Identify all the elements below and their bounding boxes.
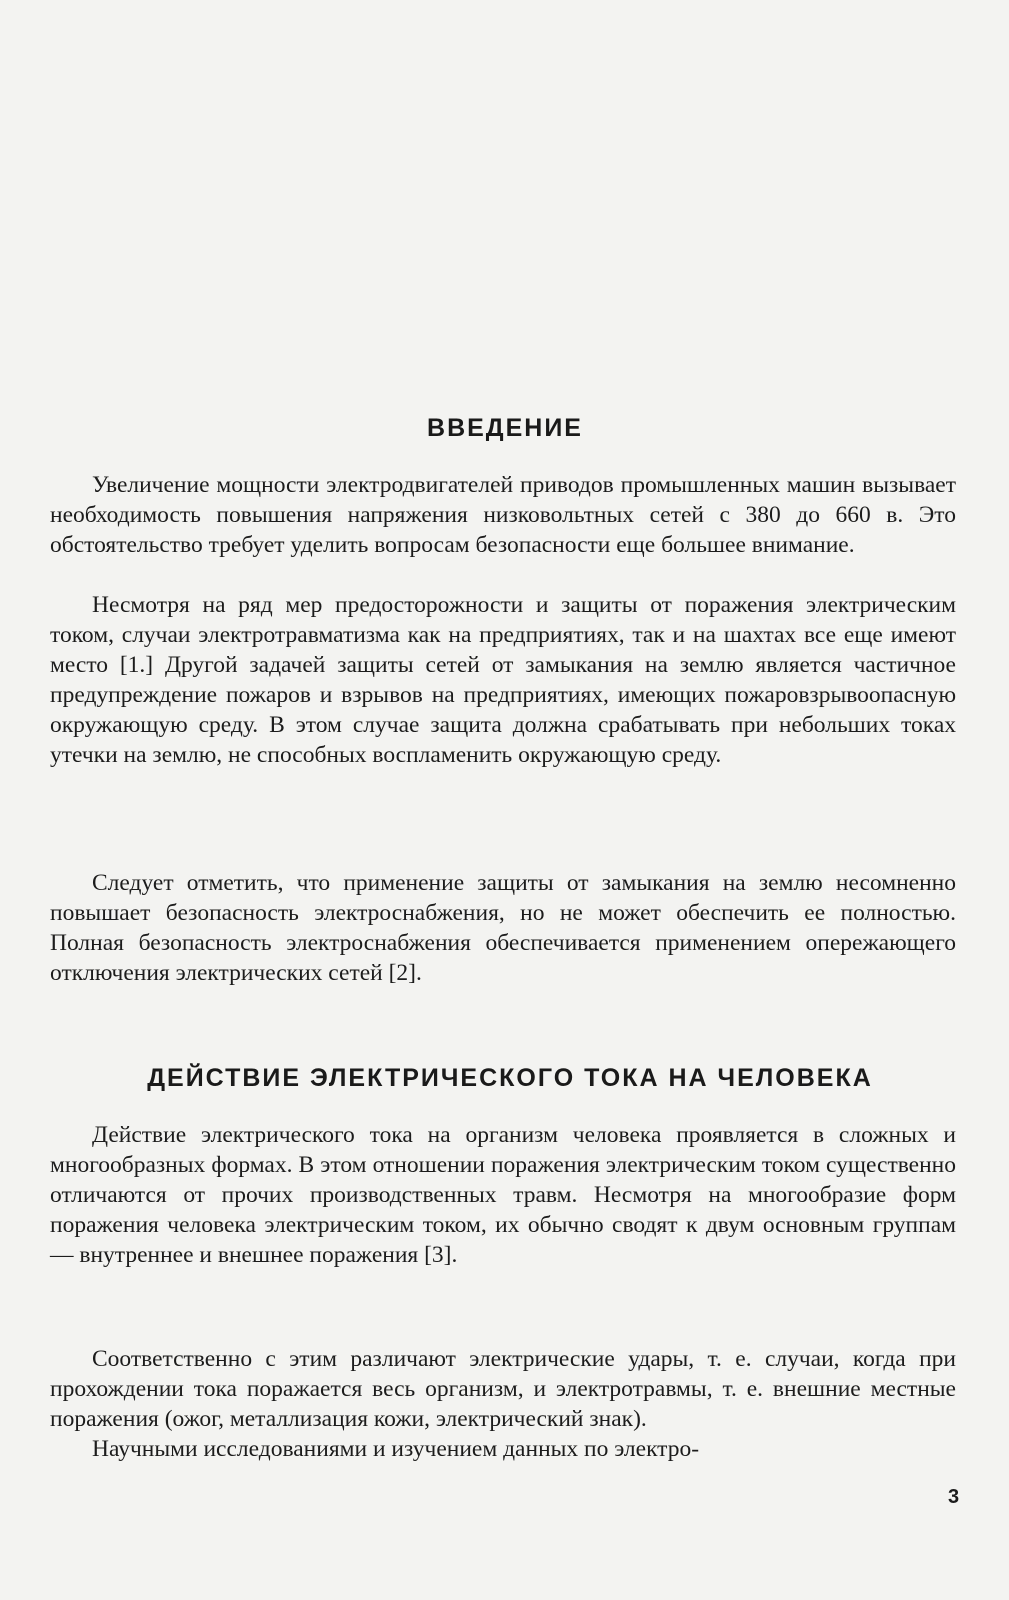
paragraph: Увеличение мощности электродвигателей приводов промышленных машин вызывает необходимость повышения напряжения низковольтных сетей с 380 до 660 в. Это обстоятельство требует уделить вопросам безопасности еще большее внимание. [50,472,956,558]
paragraph: Научными исследованиями и изучением данных по электро- [92,1436,700,1462]
paragraph: Соответственно с этим различают электрические удары, т. е. случаи, когда при прохождении тока поражается весь организм, и электротравмы, т. е. внешние местные поражения (ожог, металлизация кожи, электрический знак). [50,1346,956,1432]
section-title-electric-current-effect: ДЕЙСТВИЕ ЭЛЕКТРИЧЕСКОГО ТОКА НА ЧЕЛОВЕКА [147,1064,873,1092]
paragraph: Действие электрического тока на организм человека проявляется в сложных и многообразных формах. В этом отношении поражения электрическим током существенно отличаются от прочих производственных травм. Несмотря на многообразие форм поражения человека электрическим током, их обычно сводят к двум основным группам — внутреннее и внешнее поражения [3]. [50,1122,956,1268]
paragraph: Несмотря на ряд мер предосторожности и защиты от поражения электрическим током, случаи электротравматизма как на предприятиях, так и на шахтах все еще имеют место [1.] Другой задачей защиты сетей от замыкания на землю является частичное предупреждение пожаров и взрывов на предприятиях, имеющих пожаровзрывоопасную окружающую среду. В этом случае защита должна срабатывать при небольших токах утечки на землю, не способных воспламенить окружающую среду. [50,592,956,768]
paragraph: Следует отметить, что применение защиты от замыкания на землю несомненно повышает безопасность электроснабжения, но не может обеспечить ее полностью. Полная безопасность электроснабжения обеспечивается применением опережающего отключения электрических сетей [2]. [50,870,956,986]
page-number: 3 [948,1486,960,1508]
section-title-introduction: ВВЕДЕНИЕ [427,414,583,442]
